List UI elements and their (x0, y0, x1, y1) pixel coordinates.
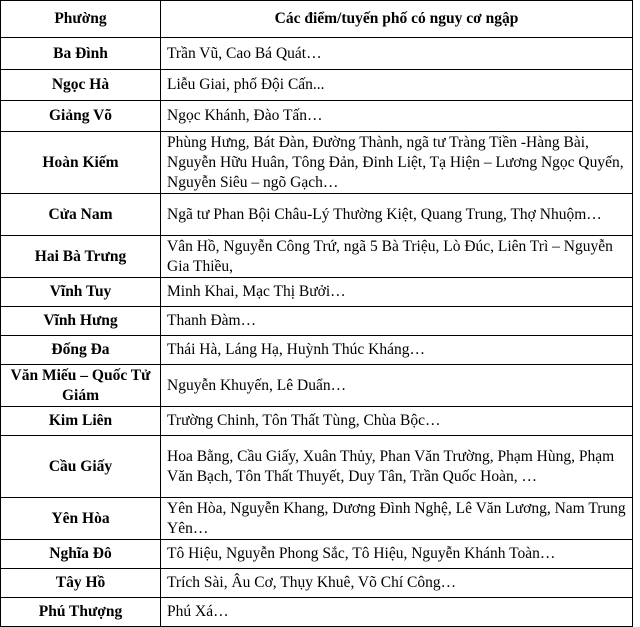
streets-cell: Ngã tư Phan Bội Châu-Lý Thường Kiệt, Quang Trung, Thợ Nhuộm… (161, 194, 633, 236)
streets-cell: Phú Xá… (161, 598, 633, 627)
table-row (1, 540, 633, 569)
ward-cell: Vĩnh Hưng (1, 307, 161, 336)
ward-cell: Kim Liên (1, 407, 161, 436)
streets-cell: Thái Hà, Láng Hạ, Huỳnh Thúc Kháng… (161, 336, 633, 365)
ward-cell: Ba Đình (1, 38, 161, 70)
table-row (1, 436, 633, 498)
streets-cell: Tô Hiệu, Nguyễn Phong Sắc, Tô Hiệu, Nguyễn Khánh Toàn… (161, 540, 633, 569)
table-row (1, 278, 633, 307)
streets-cell: Trần Vũ, Cao Bá Quát… (161, 38, 633, 70)
ward-cell: Nghĩa Đô (1, 540, 161, 569)
ward-cell: Vĩnh Tuy (1, 278, 161, 307)
table-row (1, 498, 633, 540)
streets-cell: Trường Chinh, Tôn Thất Tùng, Chùa Bộc… (161, 407, 633, 436)
streets-cell: Thanh Đàm… (161, 307, 633, 336)
streets-cell: Trích Sài, Âu Cơ, Thụy Khuê, Võ Chí Công… (161, 569, 633, 598)
ward-cell: Phú Thượng (1, 598, 161, 627)
table-row (1, 365, 633, 407)
streets-cell: Vân Hồ, Nguyễn Công Trứ, ngã 5 Bà Triệu, Lò Đúc, Liên Trì – Nguyễn Gia Thiều, (161, 236, 633, 278)
ward-cell: Tây Hồ (1, 569, 161, 598)
streets-cell: Nguyễn Khuyến, Lê Duẩn… (161, 365, 633, 407)
ward-cell: Văn Miếu – Quốc Tử Giám (1, 365, 161, 407)
table-row (1, 598, 633, 627)
table-row (1, 101, 633, 132)
streets-cell: Minh Khai, Mạc Thị Bưởi… (161, 278, 633, 307)
table-row (1, 307, 633, 336)
ward-cell: Hai Bà Trưng (1, 236, 161, 278)
ward-cell: Đống Đa (1, 336, 161, 365)
streets-cell: Yên Hòa, Nguyễn Khang, Dương Đình Nghệ, Lê Văn Lương, Nam Trung Yên… (161, 498, 633, 540)
table-row (1, 336, 633, 365)
streets-cell: Liễu Giai, phố Đội Cấn... (161, 70, 633, 101)
table-header-row (1, 1, 633, 38)
ward-cell: Cầu Giấy (1, 436, 161, 498)
ward-cell: Hoàn Kiếm (1, 132, 161, 194)
streets-cell: Hoa Bằng, Cầu Giấy, Xuân Thủy, Phan Văn Trường, Phạm Hùng, Phạm Văn Bạch, Tôn Thất Thuyết, Duy Tân, Trần Quốc Hoàn, … (161, 436, 633, 498)
streets-cell: Phùng Hưng, Bát Đàn, Đường Thành, ngã tư Tràng Tiền -Hàng Bài, Nguyễn Hữu Huân, Tông Đản, Đinh Liệt, Tạ Hiện – Lương Ngọc Quyến, Nguyễn Siêu – ngõ Gạch… (161, 132, 633, 194)
table-row (1, 70, 633, 101)
ward-cell: Yên Hòa (1, 498, 161, 540)
table-row (1, 194, 633, 236)
ward-cell: Ngọc Hà (1, 70, 161, 101)
ward-cell: Giảng Võ (1, 101, 161, 132)
table-row (1, 407, 633, 436)
table-row (1, 132, 633, 194)
table-row (1, 236, 633, 278)
header-streets: Các điểm/tuyến phố có nguy cơ ngập (161, 1, 633, 38)
header-ward: Phường (1, 1, 161, 38)
table-row (1, 569, 633, 598)
ward-cell: Cửa Nam (1, 194, 161, 236)
table-row (1, 38, 633, 70)
streets-cell: Ngọc Khánh, Đào Tấn… (161, 101, 633, 132)
